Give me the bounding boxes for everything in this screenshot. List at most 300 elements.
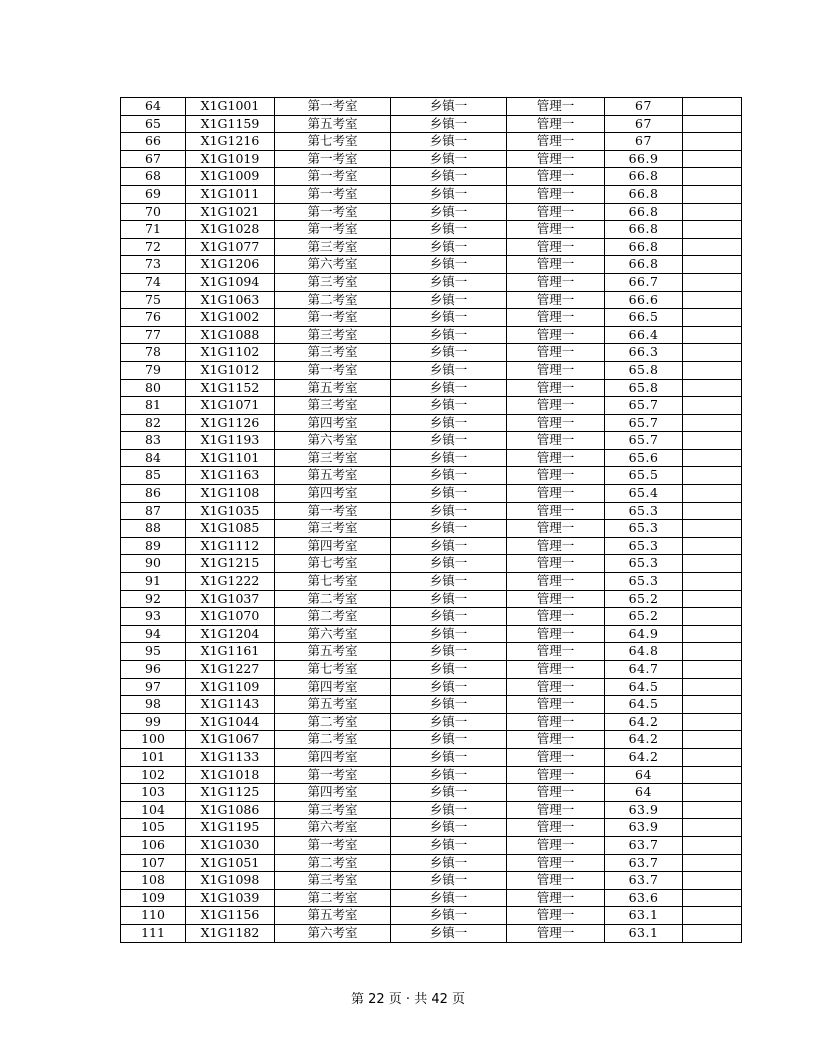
township-cell: 乡镇一 — [391, 115, 507, 133]
candidate-id-cell: X1G1101 — [186, 449, 275, 467]
rank-cell: 105 — [121, 819, 186, 837]
table-row — [121, 414, 742, 432]
township-cell: 乡镇一 — [391, 625, 507, 643]
township-cell: 乡镇一 — [391, 344, 507, 362]
table-row — [121, 344, 742, 362]
table-row — [121, 854, 742, 872]
rank-cell: 102 — [121, 766, 186, 784]
remark-cell — [683, 502, 742, 520]
remark-cell — [683, 185, 742, 203]
exam-room-cell: 第五考室 — [275, 643, 391, 661]
score-cell: 64.5 — [605, 678, 683, 696]
remark-cell — [683, 520, 742, 538]
candidate-id-cell: X1G1182 — [186, 924, 275, 942]
candidate-id-cell: X1G1070 — [186, 608, 275, 626]
rank-cell: 80 — [121, 379, 186, 397]
table-row — [121, 819, 742, 837]
township-cell: 乡镇一 — [391, 397, 507, 415]
candidate-id-cell: X1G1086 — [186, 801, 275, 819]
rank-cell: 74 — [121, 273, 186, 291]
remark-cell — [683, 256, 742, 274]
score-cell: 64.8 — [605, 643, 683, 661]
exam-room-cell: 第一考室 — [275, 168, 391, 186]
township-cell: 乡镇一 — [391, 203, 507, 221]
exam-room-cell: 第三考室 — [275, 397, 391, 415]
rank-cell: 100 — [121, 731, 186, 749]
rank-cell: 70 — [121, 203, 186, 221]
remark-cell — [683, 273, 742, 291]
exam-room-cell: 第五考室 — [275, 115, 391, 133]
candidate-id-cell: X1G1159 — [186, 115, 275, 133]
score-cell: 67 — [605, 98, 683, 116]
table-row — [121, 678, 742, 696]
rank-cell: 88 — [121, 520, 186, 538]
township-cell: 乡镇一 — [391, 766, 507, 784]
candidate-id-cell: X1G1051 — [186, 854, 275, 872]
exam-room-cell: 第七考室 — [275, 573, 391, 591]
rank-cell: 68 — [121, 168, 186, 186]
rank-cell: 86 — [121, 485, 186, 503]
rank-cell: 76 — [121, 309, 186, 327]
table-row — [121, 238, 742, 256]
remark-cell — [683, 661, 742, 679]
exam-room-cell: 第五考室 — [275, 379, 391, 397]
rank-cell: 64 — [121, 98, 186, 116]
rank-cell: 91 — [121, 573, 186, 591]
score-cell: 64 — [605, 766, 683, 784]
rank-cell: 90 — [121, 555, 186, 573]
rank-cell: 78 — [121, 344, 186, 362]
exam-room-cell: 第六考室 — [275, 256, 391, 274]
candidate-id-cell: X1G1094 — [186, 273, 275, 291]
candidate-id-cell: X1G1001 — [186, 98, 275, 116]
rank-cell: 89 — [121, 537, 186, 555]
candidate-id-cell: X1G1109 — [186, 678, 275, 696]
candidate-id-cell: X1G1133 — [186, 748, 275, 766]
rank-cell: 101 — [121, 748, 186, 766]
township-cell: 乡镇一 — [391, 326, 507, 344]
remark-cell — [683, 115, 742, 133]
rank-cell: 106 — [121, 836, 186, 854]
table-row — [121, 696, 742, 714]
exam-room-cell: 第三考室 — [275, 449, 391, 467]
exam-room-cell: 第三考室 — [275, 801, 391, 819]
table-row — [121, 273, 742, 291]
remark-cell — [683, 555, 742, 573]
score-cell: 65.5 — [605, 467, 683, 485]
rank-cell: 81 — [121, 397, 186, 415]
position-cell: 管理一 — [507, 731, 605, 749]
remark-cell — [683, 766, 742, 784]
remark-cell — [683, 467, 742, 485]
position-cell: 管理一 — [507, 309, 605, 327]
exam-room-cell: 第一考室 — [275, 203, 391, 221]
score-cell: 65.4 — [605, 485, 683, 503]
position-cell: 管理一 — [507, 203, 605, 221]
position-cell: 管理一 — [507, 801, 605, 819]
table-row — [121, 309, 742, 327]
township-cell: 乡镇一 — [391, 133, 507, 151]
candidate-id-cell: X1G1216 — [186, 133, 275, 151]
score-cell: 66.4 — [605, 326, 683, 344]
candidate-id-cell: X1G1126 — [186, 414, 275, 432]
table-row — [121, 748, 742, 766]
exam-room-cell: 第四考室 — [275, 537, 391, 555]
exam-room-cell: 第七考室 — [275, 661, 391, 679]
position-cell: 管理一 — [507, 889, 605, 907]
township-cell: 乡镇一 — [391, 221, 507, 239]
rank-cell: 111 — [121, 924, 186, 942]
remark-cell — [683, 678, 742, 696]
table-row — [121, 731, 742, 749]
township-cell: 乡镇一 — [391, 907, 507, 925]
rank-cell: 97 — [121, 678, 186, 696]
remark-cell — [683, 397, 742, 415]
rank-cell: 94 — [121, 625, 186, 643]
township-cell: 乡镇一 — [391, 467, 507, 485]
score-cell: 65.3 — [605, 520, 683, 538]
position-cell: 管理一 — [507, 256, 605, 274]
candidate-id-cell: X1G1012 — [186, 361, 275, 379]
remark-cell — [683, 731, 742, 749]
remark-cell — [683, 326, 742, 344]
table-row — [121, 185, 742, 203]
remark-cell — [683, 485, 742, 503]
table-row — [121, 907, 742, 925]
remark-cell — [683, 344, 742, 362]
township-cell: 乡镇一 — [391, 555, 507, 573]
candidate-id-cell: X1G1143 — [186, 696, 275, 714]
remark-cell — [683, 819, 742, 837]
position-cell: 管理一 — [507, 432, 605, 450]
remark-cell — [683, 168, 742, 186]
table-row — [121, 661, 742, 679]
township-cell: 乡镇一 — [391, 696, 507, 714]
position-cell: 管理一 — [507, 238, 605, 256]
remark-cell — [683, 643, 742, 661]
exam-room-cell: 第七考室 — [275, 555, 391, 573]
remark-cell — [683, 872, 742, 890]
remark-cell — [683, 361, 742, 379]
exam-room-cell: 第四考室 — [275, 414, 391, 432]
score-cell: 67 — [605, 115, 683, 133]
table-row — [121, 555, 742, 573]
table-row — [121, 801, 742, 819]
score-cell: 64 — [605, 784, 683, 802]
township-cell: 乡镇一 — [391, 273, 507, 291]
table-row — [121, 872, 742, 890]
position-cell: 管理一 — [507, 344, 605, 362]
position-cell: 管理一 — [507, 537, 605, 555]
table-row — [121, 467, 742, 485]
candidate-id-cell: X1G1018 — [186, 766, 275, 784]
position-cell: 管理一 — [507, 678, 605, 696]
table-body — [121, 98, 742, 943]
exam-room-cell: 第四考室 — [275, 485, 391, 503]
score-cell: 65.7 — [605, 414, 683, 432]
position-cell: 管理一 — [507, 379, 605, 397]
table-row — [121, 361, 742, 379]
rank-cell: 75 — [121, 291, 186, 309]
candidate-id-cell: X1G1222 — [186, 573, 275, 591]
position-cell: 管理一 — [507, 485, 605, 503]
township-cell: 乡镇一 — [391, 713, 507, 731]
table-row — [121, 133, 742, 151]
rank-cell: 110 — [121, 907, 186, 925]
rank-cell: 77 — [121, 326, 186, 344]
score-cell: 64.7 — [605, 661, 683, 679]
position-cell: 管理一 — [507, 467, 605, 485]
township-cell: 乡镇一 — [391, 309, 507, 327]
township-cell: 乡镇一 — [391, 748, 507, 766]
position-cell: 管理一 — [507, 748, 605, 766]
rank-cell: 82 — [121, 414, 186, 432]
candidate-id-cell: X1G1044 — [186, 713, 275, 731]
table-row — [121, 713, 742, 731]
remark-cell — [683, 133, 742, 151]
rank-cell: 109 — [121, 889, 186, 907]
exam-room-cell: 第六考室 — [275, 924, 391, 942]
remark-cell — [683, 150, 742, 168]
exam-room-cell: 第四考室 — [275, 784, 391, 802]
candidate-id-cell: X1G1102 — [186, 344, 275, 362]
score-cell: 66.8 — [605, 221, 683, 239]
position-cell: 管理一 — [507, 115, 605, 133]
candidate-id-cell: X1G1206 — [186, 256, 275, 274]
exam-room-cell: 第二考室 — [275, 854, 391, 872]
score-cell: 66.7 — [605, 273, 683, 291]
exam-room-cell: 第一考室 — [275, 221, 391, 239]
remark-cell — [683, 537, 742, 555]
position-cell: 管理一 — [507, 520, 605, 538]
score-cell: 63.9 — [605, 801, 683, 819]
candidate-id-cell: X1G1028 — [186, 221, 275, 239]
exam-room-cell: 第一考室 — [275, 361, 391, 379]
table-row — [121, 924, 742, 942]
position-cell: 管理一 — [507, 608, 605, 626]
position-cell: 管理一 — [507, 291, 605, 309]
remark-cell — [683, 449, 742, 467]
candidate-id-cell: X1G1193 — [186, 432, 275, 450]
score-cell: 65.7 — [605, 432, 683, 450]
remark-cell — [683, 221, 742, 239]
rank-cell: 72 — [121, 238, 186, 256]
rank-cell: 92 — [121, 590, 186, 608]
score-cell: 63.1 — [605, 907, 683, 925]
exam-room-cell: 第三考室 — [275, 326, 391, 344]
score-cell: 66.8 — [605, 238, 683, 256]
position-cell: 管理一 — [507, 836, 605, 854]
exam-room-cell: 第三考室 — [275, 238, 391, 256]
remark-cell — [683, 907, 742, 925]
score-cell: 67 — [605, 133, 683, 151]
exam-room-cell: 第三考室 — [275, 273, 391, 291]
table-row — [121, 449, 742, 467]
township-cell: 乡镇一 — [391, 98, 507, 116]
score-cell: 65.3 — [605, 573, 683, 591]
table-row — [121, 608, 742, 626]
score-cell: 63.6 — [605, 889, 683, 907]
township-cell: 乡镇一 — [391, 801, 507, 819]
candidate-id-cell: X1G1002 — [186, 309, 275, 327]
rank-cell: 83 — [121, 432, 186, 450]
township-cell: 乡镇一 — [391, 537, 507, 555]
remark-cell — [683, 238, 742, 256]
score-cell: 66.3 — [605, 344, 683, 362]
rank-cell: 65 — [121, 115, 186, 133]
township-cell: 乡镇一 — [391, 590, 507, 608]
exam-room-cell: 第五考室 — [275, 907, 391, 925]
township-cell: 乡镇一 — [391, 784, 507, 802]
remark-cell — [683, 98, 742, 116]
township-cell: 乡镇一 — [391, 432, 507, 450]
exam-room-cell: 第一考室 — [275, 185, 391, 203]
exam-room-cell: 第二考室 — [275, 608, 391, 626]
township-cell: 乡镇一 — [391, 520, 507, 538]
remark-cell — [683, 784, 742, 802]
position-cell: 管理一 — [507, 326, 605, 344]
position-cell: 管理一 — [507, 590, 605, 608]
score-cell: 64.9 — [605, 625, 683, 643]
position-cell: 管理一 — [507, 185, 605, 203]
table-row — [121, 221, 742, 239]
candidate-id-cell: X1G1035 — [186, 502, 275, 520]
candidate-id-cell: X1G1037 — [186, 590, 275, 608]
score-cell: 66.9 — [605, 150, 683, 168]
remark-cell — [683, 291, 742, 309]
township-cell: 乡镇一 — [391, 414, 507, 432]
table-row — [121, 502, 742, 520]
rank-cell: 103 — [121, 784, 186, 802]
rank-cell: 84 — [121, 449, 186, 467]
score-cell: 66.6 — [605, 291, 683, 309]
exam-room-cell: 第六考室 — [275, 819, 391, 837]
candidate-id-cell: X1G1195 — [186, 819, 275, 837]
township-cell: 乡镇一 — [391, 661, 507, 679]
rank-cell: 71 — [121, 221, 186, 239]
township-cell: 乡镇一 — [391, 643, 507, 661]
candidate-id-cell: X1G1071 — [186, 397, 275, 415]
remark-cell — [683, 924, 742, 942]
score-cell: 63.7 — [605, 836, 683, 854]
rank-cell: 96 — [121, 661, 186, 679]
candidate-id-cell: X1G1098 — [186, 872, 275, 890]
township-cell: 乡镇一 — [391, 889, 507, 907]
township-cell: 乡镇一 — [391, 872, 507, 890]
rank-cell: 93 — [121, 608, 186, 626]
table-row — [121, 537, 742, 555]
table-row — [121, 256, 742, 274]
score-cell: 66.8 — [605, 256, 683, 274]
township-cell: 乡镇一 — [391, 238, 507, 256]
candidate-id-cell: X1G1152 — [186, 379, 275, 397]
candidate-id-cell: X1G1009 — [186, 168, 275, 186]
position-cell: 管理一 — [507, 872, 605, 890]
exam-room-cell: 第五考室 — [275, 467, 391, 485]
candidate-id-cell: X1G1215 — [186, 555, 275, 573]
position-cell: 管理一 — [507, 625, 605, 643]
candidate-id-cell: X1G1161 — [186, 643, 275, 661]
table-row — [121, 784, 742, 802]
position-cell: 管理一 — [507, 168, 605, 186]
score-cell: 64.2 — [605, 713, 683, 731]
remark-cell — [683, 854, 742, 872]
exam-room-cell: 第二考室 — [275, 731, 391, 749]
exam-room-cell: 第二考室 — [275, 590, 391, 608]
position-cell: 管理一 — [507, 924, 605, 942]
table-row — [121, 291, 742, 309]
exam-room-cell: 第三考室 — [275, 872, 391, 890]
position-cell: 管理一 — [507, 449, 605, 467]
rank-cell: 87 — [121, 502, 186, 520]
score-cell: 65.2 — [605, 590, 683, 608]
position-cell: 管理一 — [507, 361, 605, 379]
remark-cell — [683, 573, 742, 591]
score-cell: 63.9 — [605, 819, 683, 837]
position-cell: 管理一 — [507, 766, 605, 784]
position-cell: 管理一 — [507, 907, 605, 925]
score-cell: 66.8 — [605, 185, 683, 203]
score-cell: 65.8 — [605, 379, 683, 397]
township-cell: 乡镇一 — [391, 836, 507, 854]
table-row — [121, 98, 742, 116]
remark-cell — [683, 590, 742, 608]
candidate-id-cell: X1G1125 — [186, 784, 275, 802]
position-cell: 管理一 — [507, 414, 605, 432]
score-cell: 65.7 — [605, 397, 683, 415]
score-cell: 63.7 — [605, 872, 683, 890]
rank-cell: 107 — [121, 854, 186, 872]
candidate-id-cell: X1G1108 — [186, 485, 275, 503]
table-row — [121, 625, 742, 643]
score-cell: 65.2 — [605, 608, 683, 626]
candidate-id-cell: X1G1011 — [186, 185, 275, 203]
position-cell: 管理一 — [507, 221, 605, 239]
position-cell: 管理一 — [507, 273, 605, 291]
exam-room-cell: 第一考室 — [275, 150, 391, 168]
rank-cell: 98 — [121, 696, 186, 714]
table-row — [121, 573, 742, 591]
table-row — [121, 590, 742, 608]
rank-cell: 67 — [121, 150, 186, 168]
score-cell: 65.3 — [605, 555, 683, 573]
table-row — [121, 889, 742, 907]
score-cell: 63.1 — [605, 924, 683, 942]
position-cell: 管理一 — [507, 713, 605, 731]
remark-cell — [683, 889, 742, 907]
table-row — [121, 150, 742, 168]
township-cell: 乡镇一 — [391, 168, 507, 186]
township-cell: 乡镇一 — [391, 291, 507, 309]
score-cell: 66.8 — [605, 168, 683, 186]
page-footer: 第 22 页 · 共 42 页 — [350, 992, 465, 1007]
rank-cell: 73 — [121, 256, 186, 274]
table-row — [121, 643, 742, 661]
exam-room-cell: 第二考室 — [275, 291, 391, 309]
remark-cell — [683, 414, 742, 432]
table-row — [121, 397, 742, 415]
candidate-id-cell: X1G1204 — [186, 625, 275, 643]
remark-cell — [683, 379, 742, 397]
exam-room-cell: 第一考室 — [275, 766, 391, 784]
candidate-id-cell: X1G1067 — [186, 731, 275, 749]
township-cell: 乡镇一 — [391, 819, 507, 837]
position-cell: 管理一 — [507, 133, 605, 151]
exam-room-cell: 第四考室 — [275, 678, 391, 696]
position-cell: 管理一 — [507, 819, 605, 837]
table-row — [121, 379, 742, 397]
score-cell: 64.2 — [605, 748, 683, 766]
